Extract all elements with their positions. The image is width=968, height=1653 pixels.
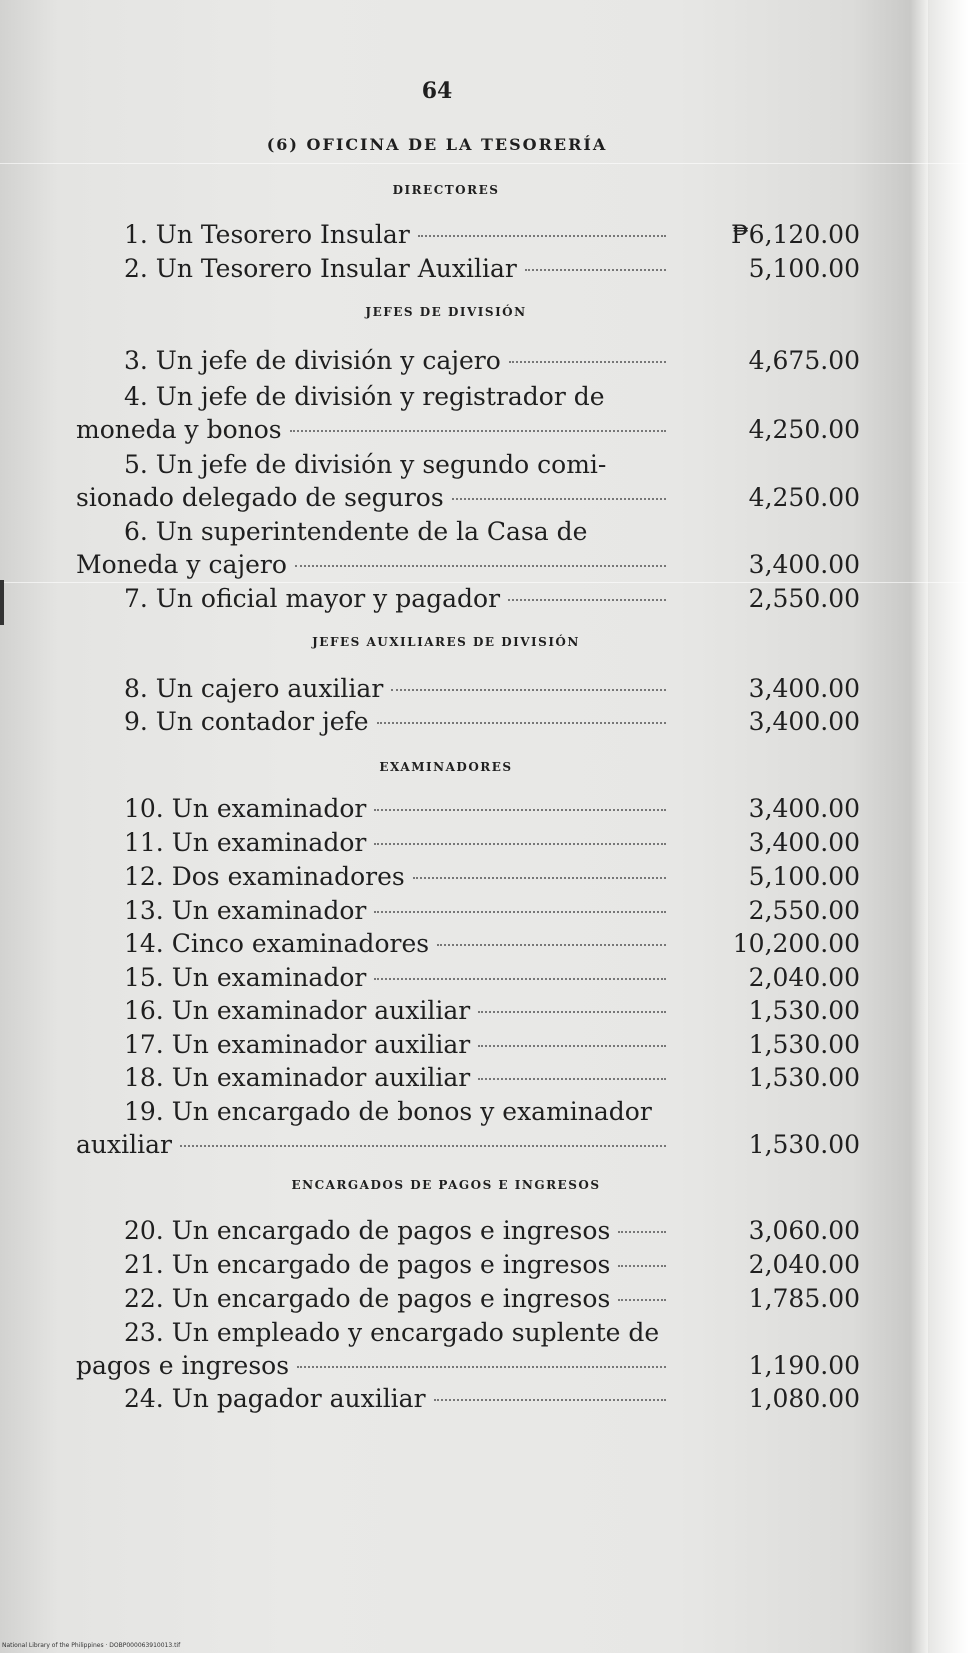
- list-item: 16. Un examinador auxiliar 1,530.00: [124, 996, 860, 1025]
- amount: ₱6,120.00: [731, 220, 860, 249]
- list-item: 17. Un examinador auxiliar 1,530.00: [124, 1030, 860, 1059]
- amount: 1,530.00: [748, 996, 860, 1025]
- list-item: 9. Un contador jefe 3,400.00: [124, 707, 860, 736]
- amount: 1,080.00: [748, 1384, 860, 1413]
- list-item: 7. Un oficial mayor y pagador 2,550.00: [124, 584, 860, 613]
- list-item: 10. Un examinador 3,400.00: [124, 794, 860, 823]
- amount: 1,190.00: [748, 1351, 860, 1380]
- amount: 3,400.00: [748, 828, 860, 857]
- amount: 1,785.00: [748, 1284, 860, 1313]
- amount: 3,400.00: [748, 674, 860, 703]
- amount: 4,675.00: [748, 346, 860, 375]
- list-item: 4. Un jefe de división y registrador de moneda y bonos 4,250.00: [76, 382, 860, 444]
- list-item: 20. Un encargado de pagos e ingresos 3,060.00: [124, 1216, 860, 1245]
- amount: 4,250.00: [748, 415, 860, 444]
- amount: 2,040.00: [748, 1250, 860, 1279]
- scan-source-footer: National Library of the Philippines · DOBP000063910013.tif: [2, 1642, 181, 1649]
- list-item: 22. Un encargado de pagos e ingresos 1,785.00: [124, 1284, 860, 1313]
- amount: 3,400.00: [748, 550, 860, 579]
- list-item: 19. Un encargado de bonos y examinador auxiliar 1,530.00: [76, 1097, 860, 1159]
- list-item: 8. Un cajero auxiliar 3,400.00: [124, 674, 860, 703]
- list-item: 23. Un empleado y encargado suplente de pagos e ingresos 1,190.00: [76, 1318, 860, 1380]
- amount: 3,400.00: [748, 794, 860, 823]
- list-item: 2. Un Tesorero Insular Auxiliar 5,100.00: [124, 254, 860, 283]
- section-heading-jefes-division: JEFES DE DIVISIÓN: [365, 305, 527, 319]
- section-heading-directores: DIRECTORES: [392, 183, 500, 197]
- amount: 2,550.00: [748, 584, 860, 613]
- list-item: 24. Un pagador auxiliar 1,080.00: [124, 1384, 860, 1413]
- amount: 4,250.00: [748, 483, 860, 512]
- scan-line: [0, 163, 968, 164]
- list-item: 13. Un examinador 2,550.00: [124, 896, 860, 925]
- list-item: 18. Un examinador auxiliar 1,530.00: [124, 1063, 860, 1092]
- page-fold-shadow: [928, 0, 968, 1653]
- list-item: 15. Un examinador 2,040.00: [124, 963, 860, 992]
- amount: 2,040.00: [748, 963, 860, 992]
- amount: 5,100.00: [748, 862, 860, 891]
- amount: 3,400.00: [748, 707, 860, 736]
- list-item: 6. Un superintendente de la Casa de Moneda y cajero 3,400.00: [76, 517, 860, 579]
- list-item: 1. Un Tesorero Insular ₱6,120.00: [124, 220, 860, 249]
- amount: 2,550.00: [748, 896, 860, 925]
- list-item: 12. Dos examinadores 5,100.00: [124, 862, 860, 891]
- page-number: 64: [421, 78, 453, 104]
- amount: 1,530.00: [748, 1130, 860, 1159]
- section-heading-examinadores: EXAMINADORES: [379, 760, 513, 774]
- amount: 5,100.00: [748, 254, 860, 283]
- amount: 1,530.00: [748, 1030, 860, 1059]
- list-item: 21. Un encargado de pagos e ingresos 2,040.00: [124, 1250, 860, 1279]
- amount: 10,200.00: [732, 929, 860, 958]
- page-title: (6) OFICINA DE LA TESORERÍA: [266, 135, 608, 154]
- list-item: 3. Un jefe de división y cajero 4,675.00: [124, 346, 860, 375]
- list-item: 11. Un examinador 3,400.00: [124, 828, 860, 857]
- list-item: 5. Un jefe de división y segundo comi- sionado delegado de seguros 4,250.00: [76, 450, 860, 512]
- scan-edge-mark: [0, 580, 4, 625]
- amount: 1,530.00: [748, 1063, 860, 1092]
- section-heading-jefes-auxiliares: JEFES AUXILIARES DE DIVISIÓN: [312, 635, 580, 649]
- amount: 3,060.00: [748, 1216, 860, 1245]
- list-item: 14. Cinco examinadores 10,200.00: [124, 929, 860, 958]
- section-heading-encargados: ENCARGADOS DE PAGOS E INGRESOS: [291, 1178, 601, 1192]
